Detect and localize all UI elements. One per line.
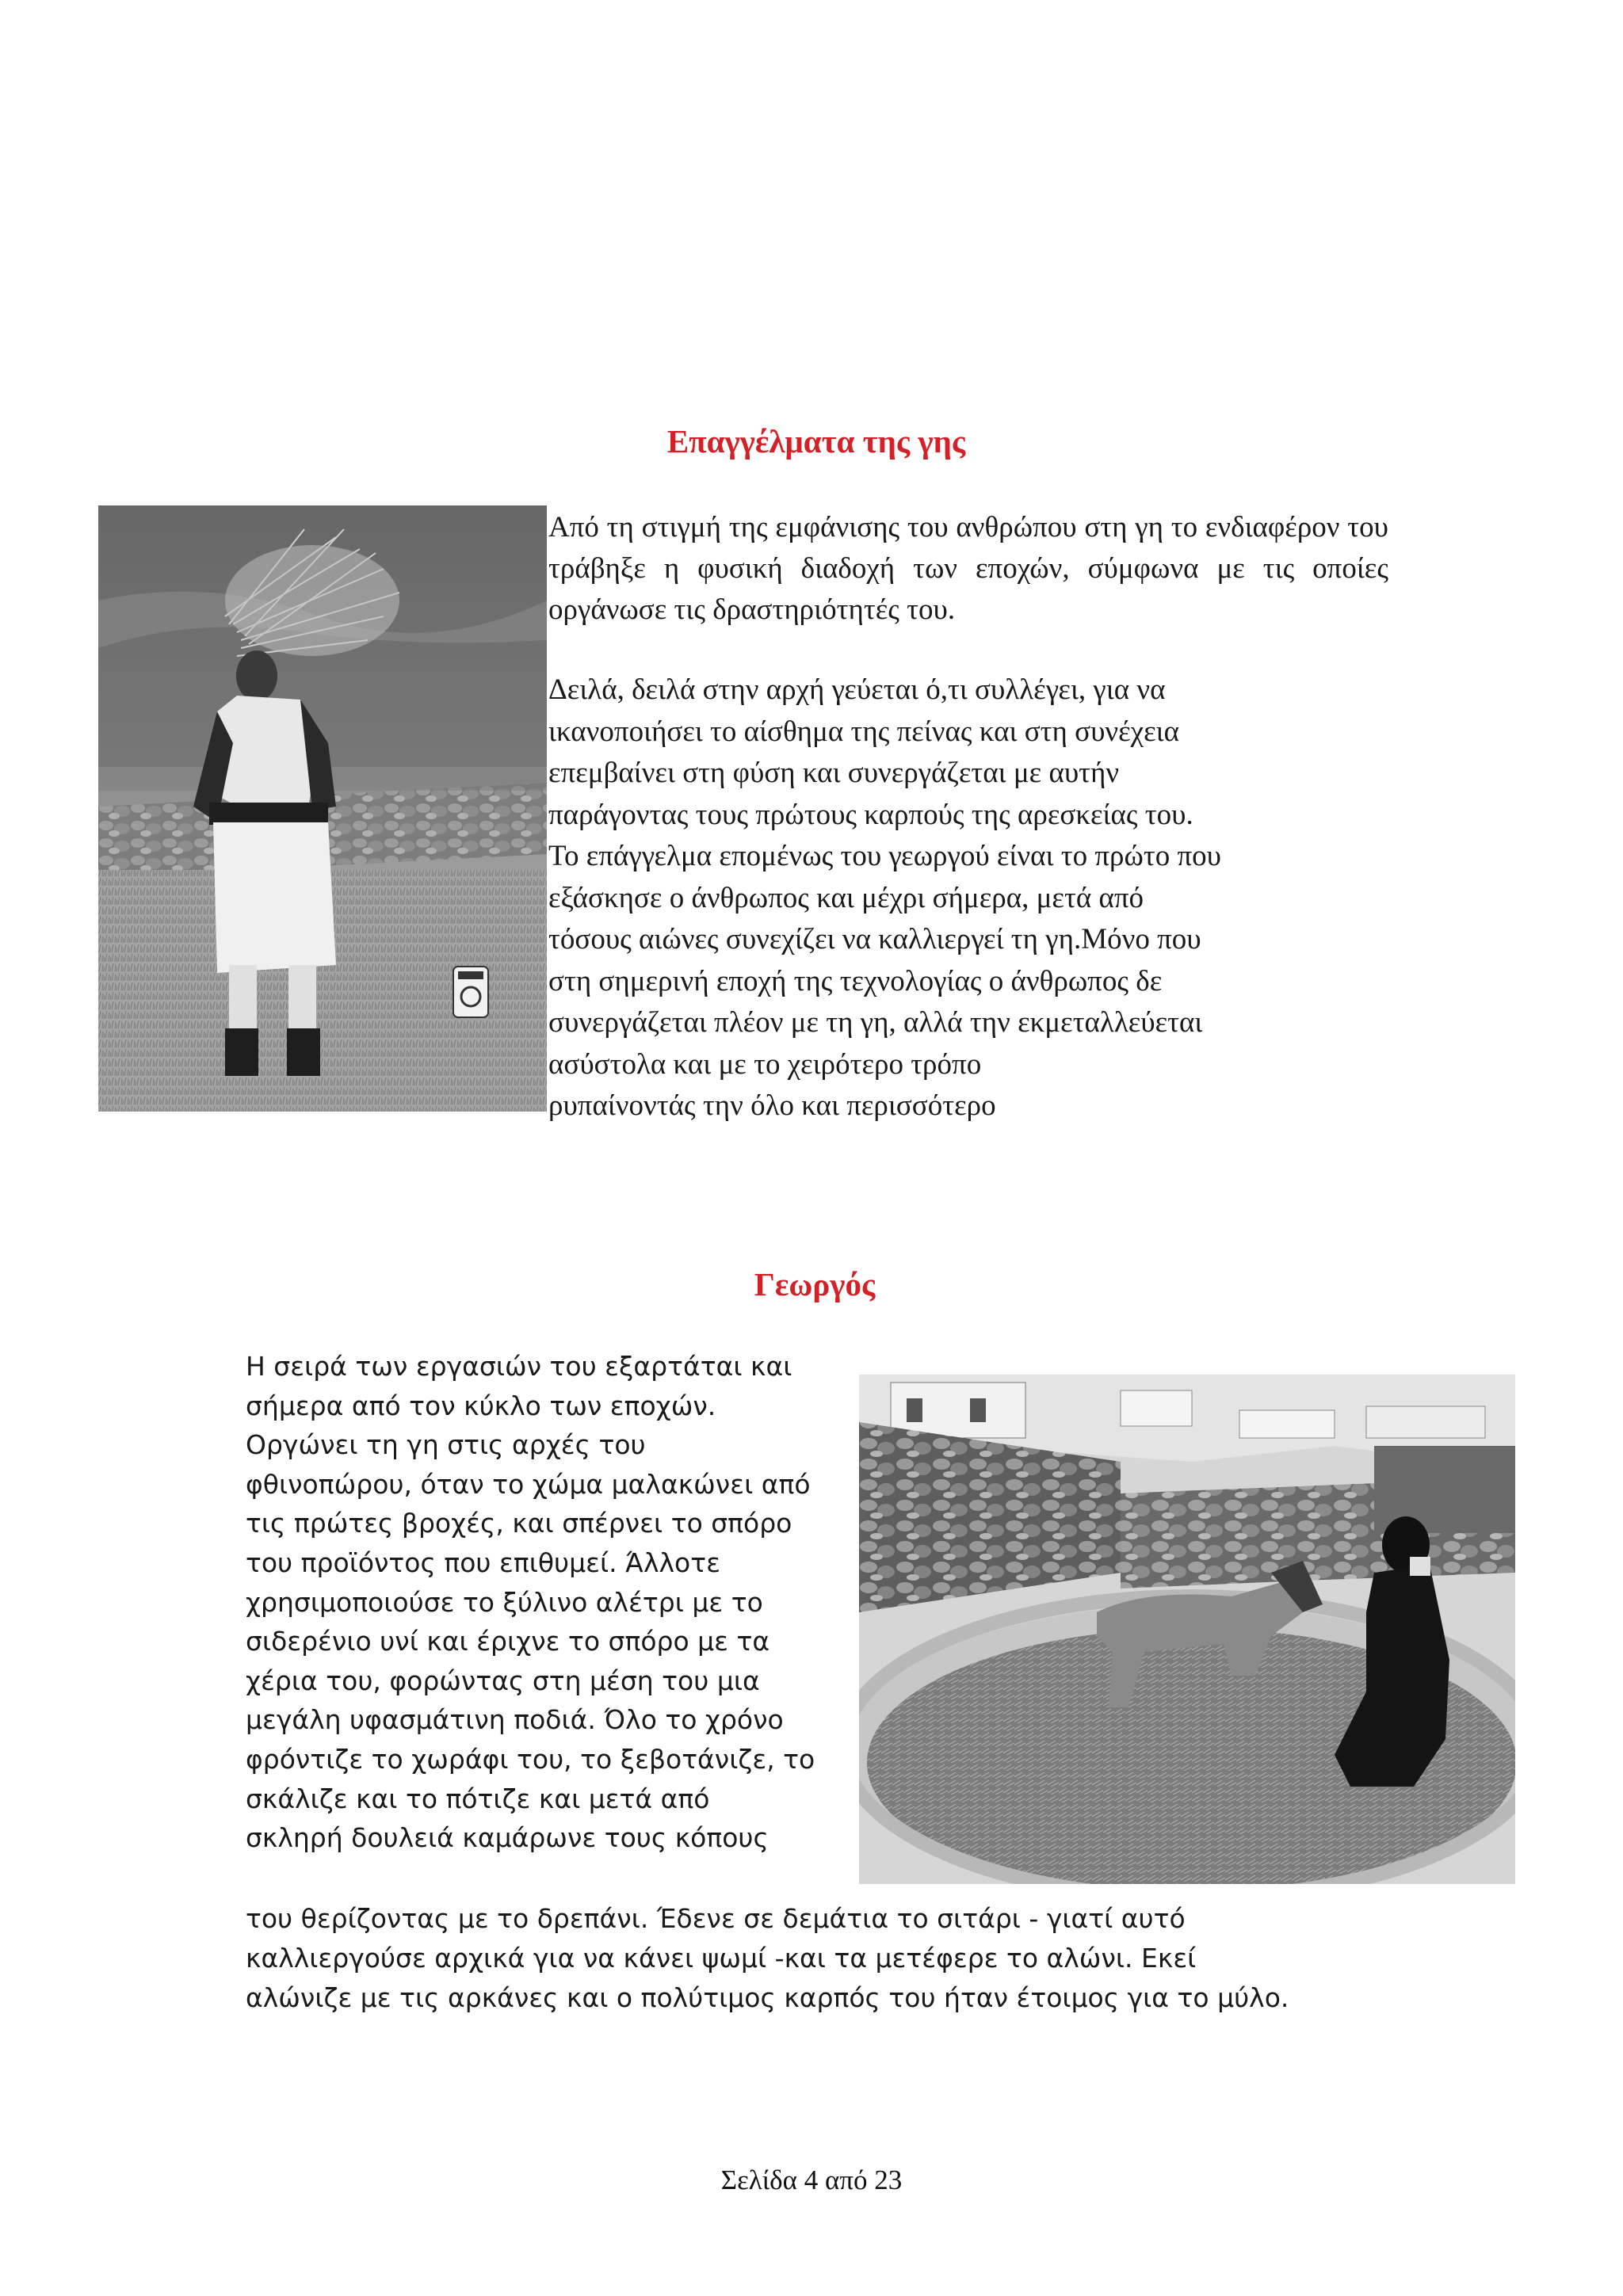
paragraph-line: συνεργάζεται πλέον με τη γη, αλλά την εκμεταλλεύεται: [548, 1006, 1203, 1039]
paragraph-line: χέρια του, φορώντας στη μέση του μια: [246, 1665, 760, 1696]
paragraph-line: του προϊόντος που επιθυμεί. Άλλοτε: [246, 1547, 720, 1578]
paragraph-line: στη σημερινή εποχή της τεχνολογίας ο άνθρωπος δε: [548, 964, 1163, 997]
paragraph-line: εξάσκησε ο άνθρωπος και μέχρι σήμερα, μετά από: [548, 881, 1144, 914]
paragraph-line: ικανοποιήσει το αίσθημα της πείνας και στη συνέχεια: [548, 715, 1179, 748]
paragraph-line: ρυπαίνοντάς την όλο και περισσότερο: [548, 1089, 996, 1122]
paragraph-line: τις πρώτες βροχές, και σπέρνει το σπόρο: [246, 1508, 792, 1539]
paragraph-line: του θερίζοντας με το δρεπάνι. Έδενε σε δεμάτια το σιτάρι - γιατί αυτό: [246, 1903, 1186, 1934]
paragraph-line: φθινοπώρου, όταν το χώμα μαλακώνει από: [246, 1468, 811, 1500]
paragraph-line: μεγάλη υφασμάτινη ποδιά. Όλο το χρόνο: [246, 1704, 784, 1736]
threshing-floor-photo: [859, 1375, 1515, 1884]
paragraph-line: καλλιεργούσε αρχικά για να κάνει ψωμί -και τα μετέφερε το αλώνι. Εκεί: [246, 1943, 1197, 1974]
paragraph-line: σκληρή δουλειά καμάρωνε τους κόπους: [246, 1822, 769, 1854]
paragraph-line: τόσους αιώνες συνεχίζει να καλλιεργεί τη γη.Μόνο που: [548, 923, 1201, 955]
farmer-harvest-paragraph: [246, 1899, 1553, 2018]
paragraph-line: επεμβαίνει στη φύση και συνεργάζεται με αυτήν: [548, 757, 1120, 789]
paragraph-line: ασύστολα και με το χειρότερο τρόπο: [548, 1047, 982, 1081]
paragraph-line: Η σειρά των εργασιών του εξαρτάται και: [246, 1351, 792, 1382]
paragraph-line: Το επάγγελμα επομένως του γεωργού είναι το πρώτο που: [548, 840, 1221, 872]
paragraph-line: χρησιμοποιούσε το ξύλινο αλέτρι με το: [246, 1586, 763, 1618]
intro-paragraph: Από τη στιγμή της εμφάνισης του ανθρώπου στη γη το ενδιαφέρον του τράβηξε η φυσική διαδοχή των εποχών, σύμφωνα με τις οποίες οργάνωσε τις δραστηριότητές του.: [548, 511, 1388, 626]
paragraph-line: φρόντιζε το χωράφι του, το ξεβοτάνιζε, το: [246, 1743, 815, 1775]
paragraph-line: σιδερένιο υνί και έριχνε το σπόρο με τα: [246, 1626, 770, 1657]
farmer-work-paragraph: [246, 1347, 864, 1858]
paragraph-line: Δειλά, δειλά στην αρχή γεύεται ό,τι συλλέγει, για να: [548, 673, 1166, 706]
paragraph-line: παράγοντας τους πρώτους καρπούς της αρεσκείας του.: [548, 798, 1193, 831]
paragraph-line: Οργώνει τη γη στις αρχές του: [246, 1429, 646, 1461]
paragraph-line: αλώνιζε με τις αρκάνες και ο πολύτιμος καρπός του ήταν έτοιμος για το μύλο.: [246, 1982, 1289, 2013]
farming-history-paragraph: [548, 669, 1381, 1127]
paragraph-line: σήμερα από τον κύκλο των εποχών.: [246, 1390, 716, 1421]
section-title-farmer: Γεωργός: [754, 1266, 876, 1302]
page-number: Σελίδα 4 από 23: [720, 2164, 903, 2195]
farmer-carrying-wheat-photo: [98, 505, 547, 1112]
paragraph-line: σκάλιζε και το πότιζε και μετά από: [246, 1783, 710, 1814]
section-title-land-professions: Επαγγέλματα της γης: [666, 423, 966, 460]
